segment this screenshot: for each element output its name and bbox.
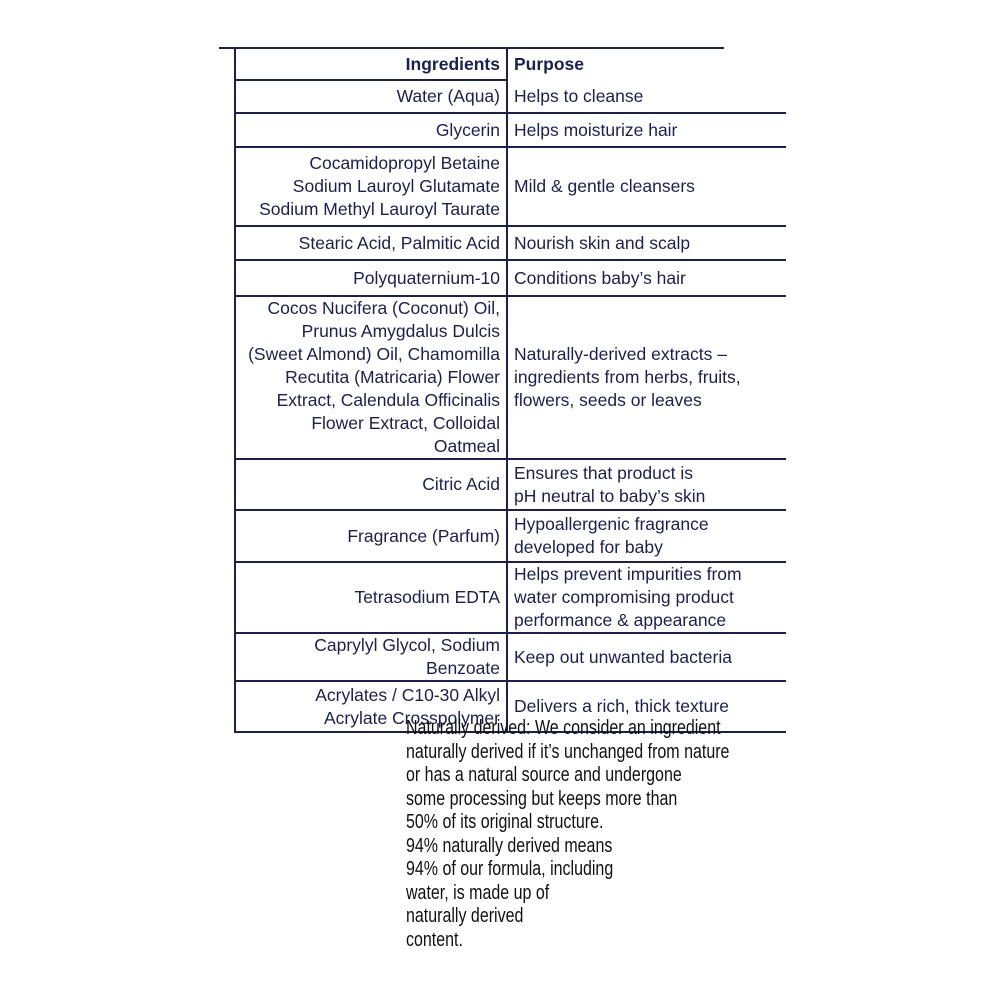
- table-row: [235, 562, 786, 633]
- purpose-line: developed for baby: [514, 537, 663, 557]
- purpose-line: Ensures that product is: [514, 462, 693, 483]
- purpose-cell: [507, 633, 786, 681]
- ingredient-cell: [235, 113, 507, 147]
- ingredient-line: Stearic Acid, Palmitic Acid: [298, 232, 500, 253]
- ingredient-line: Acrylate Crosspolymer: [323, 707, 500, 728]
- note-line: naturally derived: [406, 905, 524, 927]
- ingredient-line: Prunus Amygdalus Dulcis: [301, 321, 500, 341]
- table-row: [235, 226, 786, 260]
- purpose-line: Helps prevent impurities from: [514, 564, 742, 584]
- purpose-header: Purpose: [514, 54, 585, 74]
- naturally-derived-note: [406, 717, 730, 952]
- ingredient-cell: [235, 562, 507, 633]
- ingredient-line: Tetrasodium EDTA: [354, 587, 500, 607]
- purpose-cell: [507, 510, 786, 562]
- purpose-cell: [507, 296, 786, 459]
- ingredients-table: [234, 49, 786, 733]
- note-line: or has a natural source and undergone: [406, 764, 682, 786]
- table-row: [235, 296, 786, 459]
- purpose-line: ingredients from herbs, fruits,: [514, 367, 741, 387]
- ingredient-line: Caprylyl Glycol, Sodium Benzoate: [314, 635, 500, 678]
- table-row: [235, 633, 786, 681]
- purpose-cell: [507, 260, 786, 296]
- ingredient-line: Cocos Nucifera (Coconut) Oil,: [267, 298, 500, 318]
- purpose-line: flowers, seeds or leaves: [514, 390, 702, 410]
- note-line: 50% of its original structure.: [406, 811, 604, 833]
- purpose-line: pH neutral to baby’s skin: [514, 485, 706, 506]
- table-row: [235, 147, 786, 226]
- table-row: [235, 113, 786, 147]
- purpose-line: Helps to cleanse: [514, 85, 644, 106]
- note-line: content.: [406, 928, 463, 951]
- purpose-line: performance & appearance: [514, 610, 727, 630]
- ingredient-line: Polyquaternium-10: [353, 267, 500, 288]
- ingredient-cell: [235, 296, 507, 459]
- purpose-cell: [507, 459, 786, 510]
- purpose-cell: [507, 226, 786, 260]
- ingredient-line: Flower Extract, Colloidal Oatmeal: [311, 413, 500, 456]
- table-header-row: [235, 49, 786, 80]
- note-line: 94% naturally derived means: [406, 834, 613, 857]
- purpose-cell: [507, 147, 786, 226]
- ingredient-cell: [235, 226, 507, 260]
- purpose-line: Conditions baby’s hair: [514, 267, 686, 288]
- ingredient-line: Cocamidopropyl Betaine: [309, 153, 500, 173]
- note-line: Naturally derived: We consider an ingredient: [406, 717, 721, 739]
- table-row: [235, 510, 786, 562]
- purpose-line: Helps moisturize hair: [514, 119, 678, 140]
- purpose-cell: [507, 80, 786, 113]
- ingredient-cell: [235, 633, 507, 681]
- purpose-line: Nourish skin and scalp: [514, 232, 691, 253]
- ingredient-line: Citric Acid: [422, 474, 500, 494]
- note-line: 94% of our formula, including: [406, 858, 614, 880]
- ingredient-line: Water (Aqua): [396, 86, 500, 106]
- ingredient-cell: [235, 80, 507, 113]
- ingredient-line: Sodium Methyl Lauroyl Taurate: [259, 199, 500, 219]
- purpose-cell: [507, 562, 786, 633]
- purpose-line: Naturally-derived extracts –: [514, 344, 727, 364]
- purpose-cell: [507, 113, 786, 147]
- ingredient-cell: [235, 510, 507, 562]
- purpose-line: Delivers a rich, thick texture: [514, 696, 729, 716]
- table-row: [235, 459, 786, 510]
- ingredient-cell: [235, 260, 507, 296]
- ingredient-line: Fragrance (Parfum): [347, 525, 500, 546]
- note-line: some processing but keeps more than: [406, 787, 678, 810]
- purpose-line: Mild & gentle cleansers: [514, 176, 695, 196]
- note-line: water, is made up of: [406, 881, 550, 904]
- ingredient-line: (Sweet Almond) Oil, Chamomilla: [248, 344, 500, 364]
- ingredient-cell: [235, 459, 507, 510]
- ingredient-line: Recutita (Matricaria) Flower: [285, 367, 500, 387]
- purpose-line: Hypoallergenic fragrance: [514, 514, 709, 534]
- ingredient-line: Sodium Lauroyl Glutamate: [292, 176, 500, 196]
- table-row: [235, 80, 786, 113]
- table-row: [235, 260, 786, 296]
- purpose-line: water compromising product: [514, 587, 734, 607]
- ingredients-header: Ingredients: [235, 49, 507, 80]
- ingredient-line: Acrylates / C10-30 Alkyl: [315, 684, 500, 705]
- ingredient-line: Glycerin: [435, 119, 500, 140]
- ingredient-cell: [235, 147, 507, 226]
- note-line: naturally derived if it’s unchanged from nature: [406, 740, 730, 763]
- purpose-line: Keep out unwanted bacteria: [514, 646, 732, 667]
- ingredient-line: Extract, Calendula Officinalis: [276, 390, 500, 410]
